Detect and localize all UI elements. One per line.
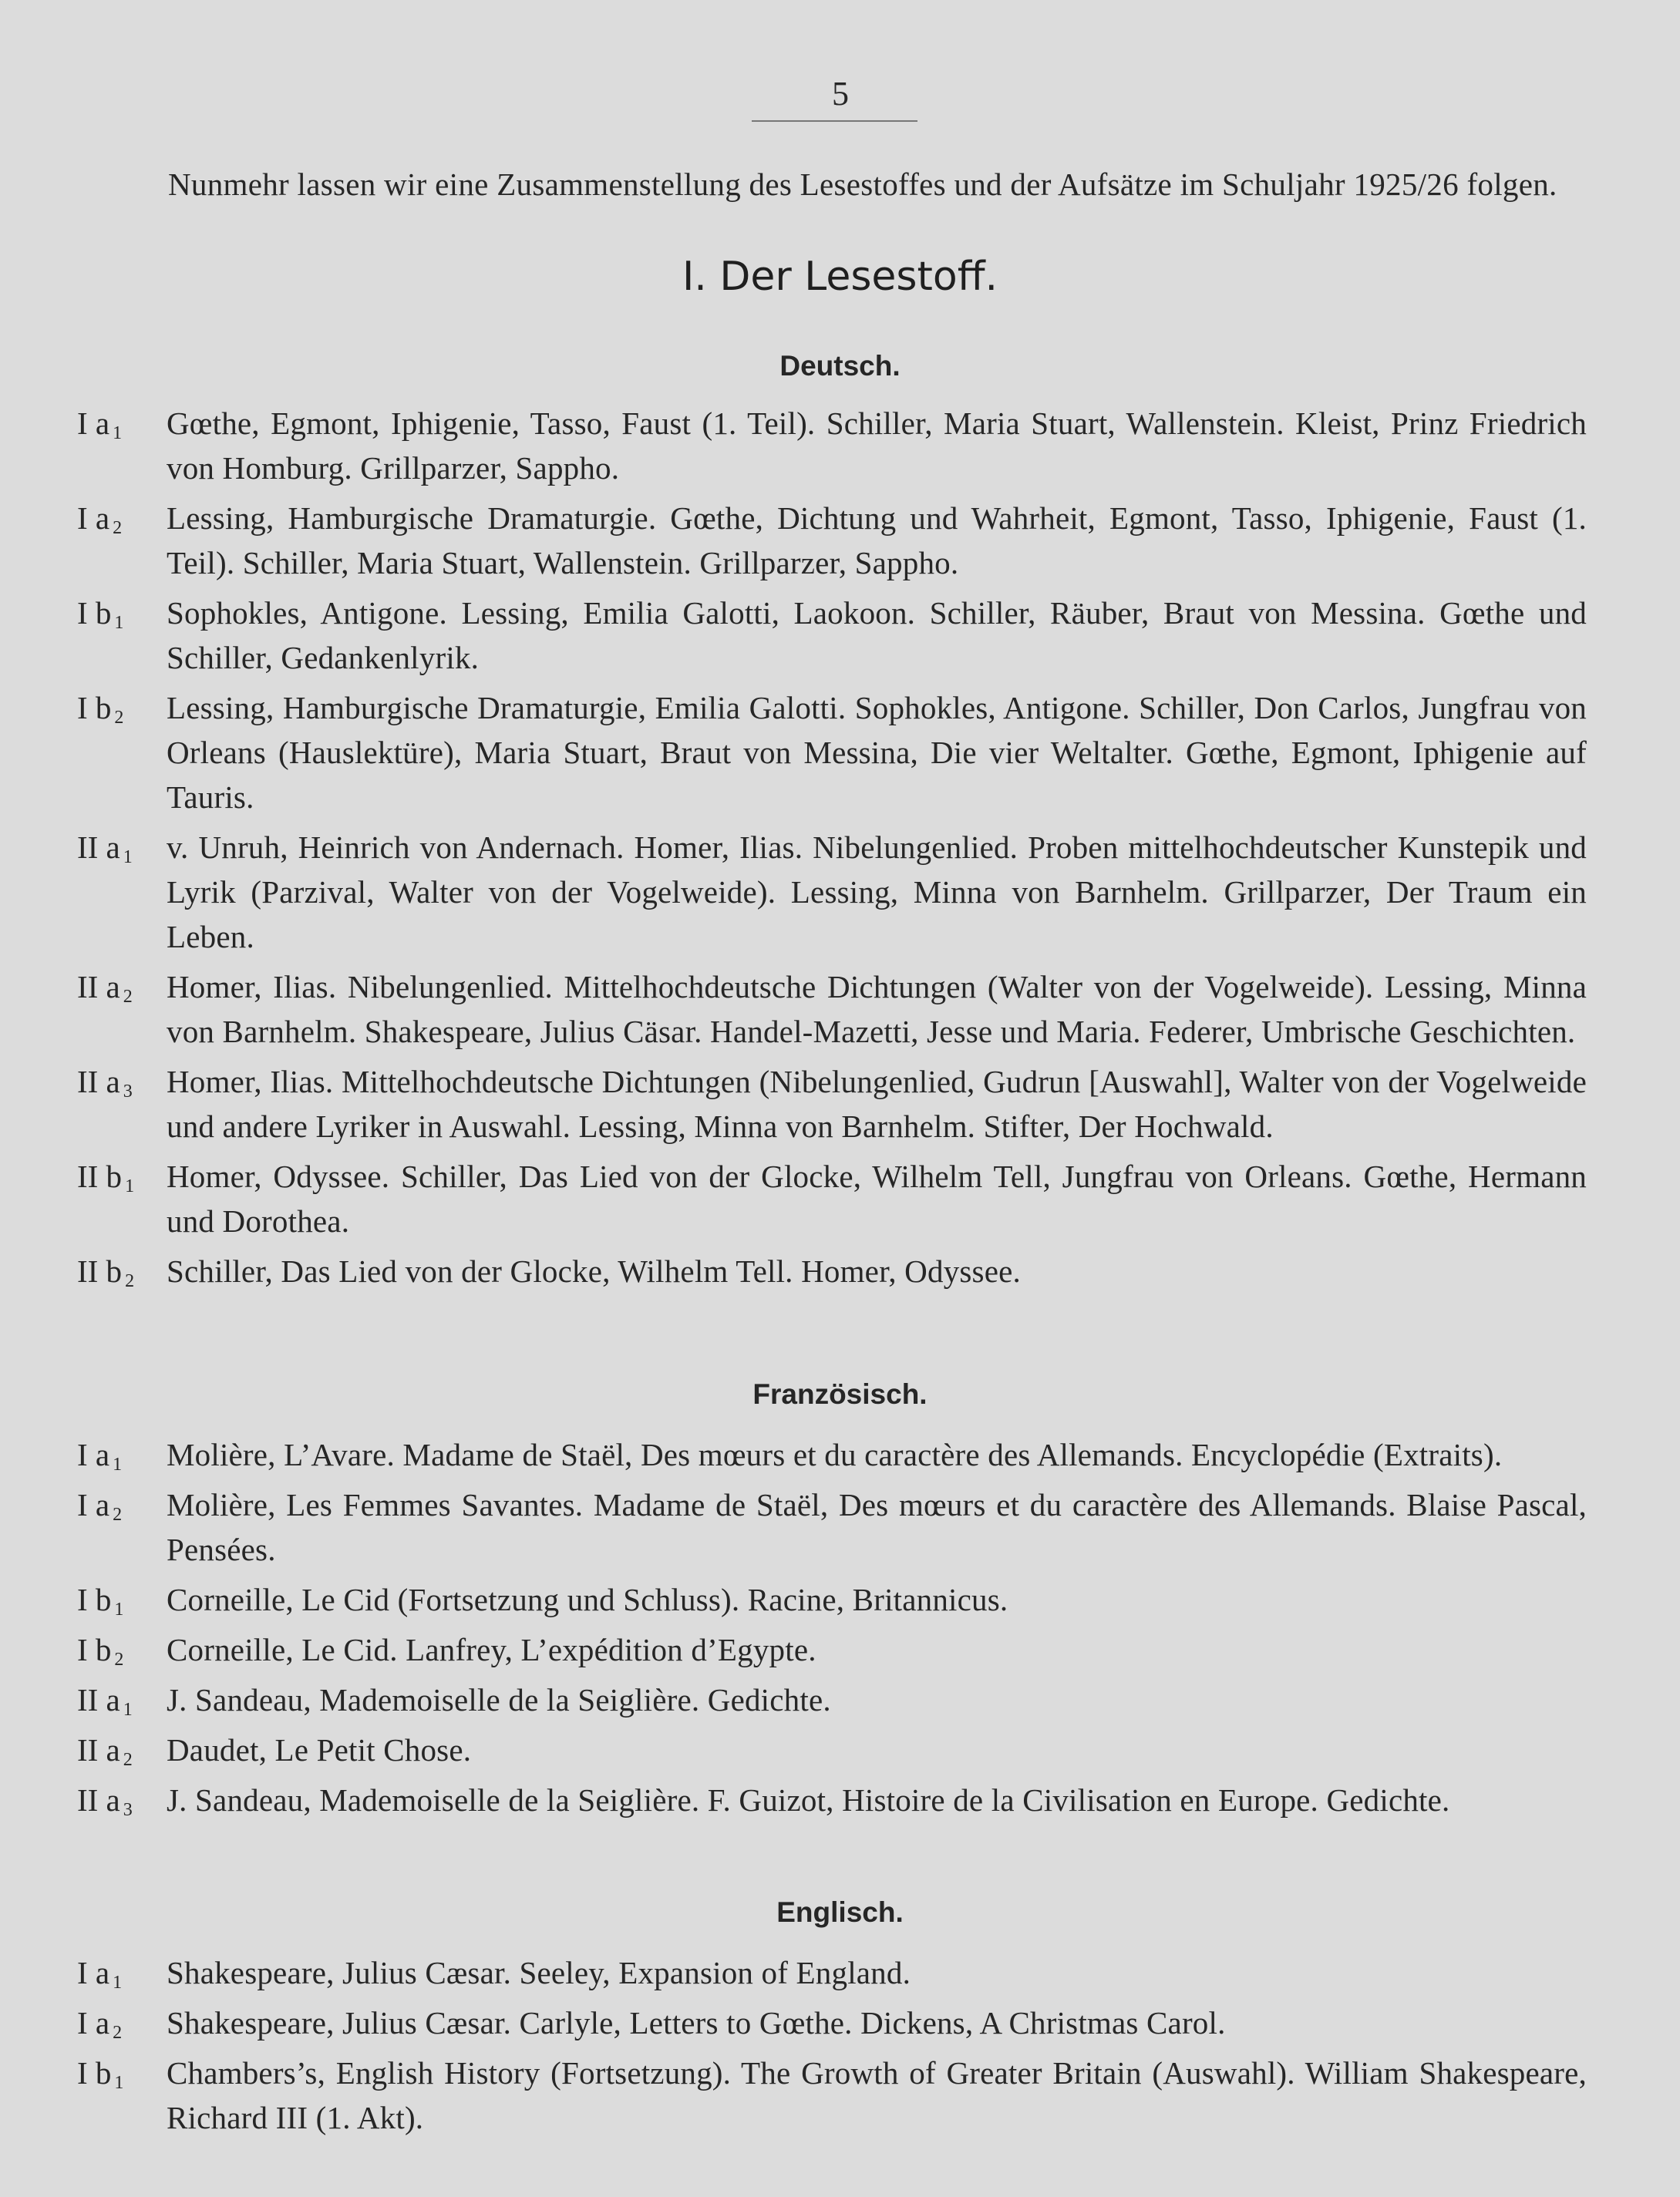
entry-text: Shakespeare, Julius Cæsar. Carlyle, Letters to Gœthe. Dickens, A Christmas Carol.: [167, 2005, 1226, 2041]
list-entry: [0, 1627, 1680, 1672]
entry-text: Homer, Odyssee. Schiller, Das Lied von der Glocke, Wilhelm Tell, Jungfrau von Orleans. Gœthe, Hermann und Dorothea.: [167, 1159, 1587, 1239]
entry-text: v. Unruh, Heinrich von Andernach. Homer, Ilias. Nibelungenlied. Proben mittelhochdeutscher Kunstepik und Lyrik (Parzival, Walter von der Vogelweide). Lessing, Minna von Barnhelm. Grillparzer, Der Traum ein Leben.: [167, 829, 1587, 954]
list-entry: [0, 1778, 1680, 1822]
class-label: I a $_1$: [77, 1955, 123, 1993]
class-label: I a $_2$: [77, 500, 123, 538]
reading-list-franzoesisch: [0, 1432, 1680, 1828]
list-entry: [0, 496, 1680, 585]
list-entry: [0, 401, 1680, 490]
class-label: I b $_2$: [77, 690, 124, 728]
class-label: I b $_2$: [77, 1632, 124, 1670]
class-label: II a $_2$: [77, 1732, 133, 1770]
entry-text: J. Sandeau, Mademoiselle de la Seiglière. F. Guizot, Histoire de la Civilisation en Europe. Gedichte.: [167, 1782, 1450, 1818]
entry-text: Homer, Ilias. Mittelhochdeutsche Dichtungen (Nibelungenlied, Gudrun [Auswahl], Walter von der Vogelweide und andere Lyriker in Auswahl. Lessing, Minna von Barnhelm. Stifter, Der Hochwald.: [167, 1064, 1587, 1144]
list-entry: [0, 1677, 1680, 1722]
list-entry: [0, 1059, 1680, 1149]
page-number-rule: [752, 120, 917, 122]
entry-text: Molière, L’Avare. Madame de Staël, Des mœurs et du caractère des Allemands. Encyclopédie (Extraits).: [167, 1437, 1503, 1472]
entry-text: Shakespeare, Julius Cæsar. Seeley, Expansion of England.: [167, 1955, 911, 1990]
entry-text: Gœthe, Egmont, Iphigenie, Tasso, Faust (1. Teil). Schiller, Maria Stuart, Wallenstein. Kleist, Prinz Friedrich von Homburg. Grillparzer, Sappho.: [167, 405, 1587, 486]
intro-text: Nunmehr lassen wir eine Zusammenstellung des Lesestoffes und der Aufsätze im Schuljahr 1925/26 folgen.: [168, 167, 1557, 202]
list-entry: [0, 1728, 1680, 1772]
entry-text: Sophokles, Antigone. Lessing, Emilia Galotti, Laokoon. Schiller, Räuber, Braut von Messina. Gœthe und Schiller, Gedankenlyrik.: [167, 595, 1587, 675]
class-label: I a $_1$: [77, 1437, 123, 1475]
class-label: II a $_1$: [77, 829, 133, 867]
list-entry: [0, 1950, 1680, 1995]
list-entry: [0, 1482, 1680, 1572]
list-entry: [0, 1432, 1680, 1477]
page-number: 5: [832, 75, 849, 113]
list-entry: [0, 825, 1680, 959]
entry-text: Lessing, Hamburgische Dramaturgie. Gœthe, Dichtung und Wahrheit, Egmont, Tasso, Iphigenie, Faust (1. Teil). Schiller, Maria Stuart, Wallenstein. Grillparzer, Sappho.: [167, 500, 1587, 580]
entry-text: Chambers’s, English History (Fortsetzung). The Growth of Greater Britain (Auswahl). William Shakespeare, Richard III (1. Akt).: [167, 2055, 1587, 2135]
section-heading-franzoesisch: Französisch.: [752, 1378, 928, 1410]
entry-text: Corneille, Le Cid (Fortsetzung und Schluss). Racine, Britannicus.: [167, 1582, 1008, 1617]
list-entry: [0, 1154, 1680, 1243]
class-label: II b $_1$: [77, 1159, 135, 1196]
entry-text: Molière, Les Femmes Savantes. Madame de Staël, Des mœurs et du caractère des Allemands. Blaise Pascal, Pensées.: [167, 1487, 1587, 1567]
list-entry: [0, 590, 1680, 680]
class-label: II a $_2$: [77, 969, 133, 1007]
intro-paragraph: [85, 162, 1587, 207]
reading-list-englisch: [0, 1950, 1680, 2145]
list-entry: [0, 964, 1680, 1054]
class-label: I a $_2$: [77, 1487, 123, 1525]
class-label: II b $_2$: [77, 1253, 135, 1291]
section-heading-deutsch: Deutsch.: [779, 350, 901, 382]
list-entry: [0, 685, 1680, 819]
list-entry: [0, 1577, 1680, 1622]
entry-text: J. Sandeau, Mademoiselle de la Seiglière. Gedichte.: [167, 1682, 831, 1718]
class-label: II a $_1$: [77, 1682, 133, 1720]
class-label: I b $_1$: [77, 595, 124, 633]
class-label: II a $_3$: [77, 1064, 133, 1102]
class-label: I a $_2$: [77, 2005, 123, 2043]
entry-text: Corneille, Le Cid. Lanfrey, L’expédition d’Egypte.: [167, 1632, 816, 1667]
list-entry: [0, 1249, 1680, 1294]
reading-list-deutsch: [0, 401, 1680, 1299]
main-heading: I. Der Lesestoff.: [682, 254, 998, 300]
list-entry: [0, 2000, 1680, 2045]
entry-text: Lessing, Hamburgische Dramaturgie, Emilia Galotti. Sophokles, Antigone. Schiller, Don Carlos, Jungfrau von Orleans (Hauslektüre), Maria Stuart, Braut von Messina, Die vier Weltalter. Gœthe, Egmont, Iphigenie auf Tauris.: [167, 690, 1587, 815]
class-label: I a $_1$: [77, 405, 123, 443]
list-entry: [0, 2051, 1680, 2140]
class-label: II a $_3$: [77, 1782, 133, 1820]
section-heading-englisch: Englisch.: [776, 1896, 904, 1928]
entry-text: Daudet, Le Petit Chose.: [167, 1732, 472, 1768]
class-label: I b $_1$: [77, 1582, 124, 1620]
entry-text: Homer, Ilias. Nibelungenlied. Mittelhochdeutsche Dichtungen (Walter von der Vogelweide). Lessing, Minna von Barnhelm. Shakespeare, Julius Cäsar. Handel-Mazetti, Jesse und Maria. Federer, Umbrische Geschichten.: [167, 969, 1587, 1049]
entry-text: Schiller, Das Lied von der Glocke, Wilhelm Tell. Homer, Odyssee.: [167, 1253, 1021, 1289]
class-label: I b $_1$: [77, 2055, 124, 2093]
